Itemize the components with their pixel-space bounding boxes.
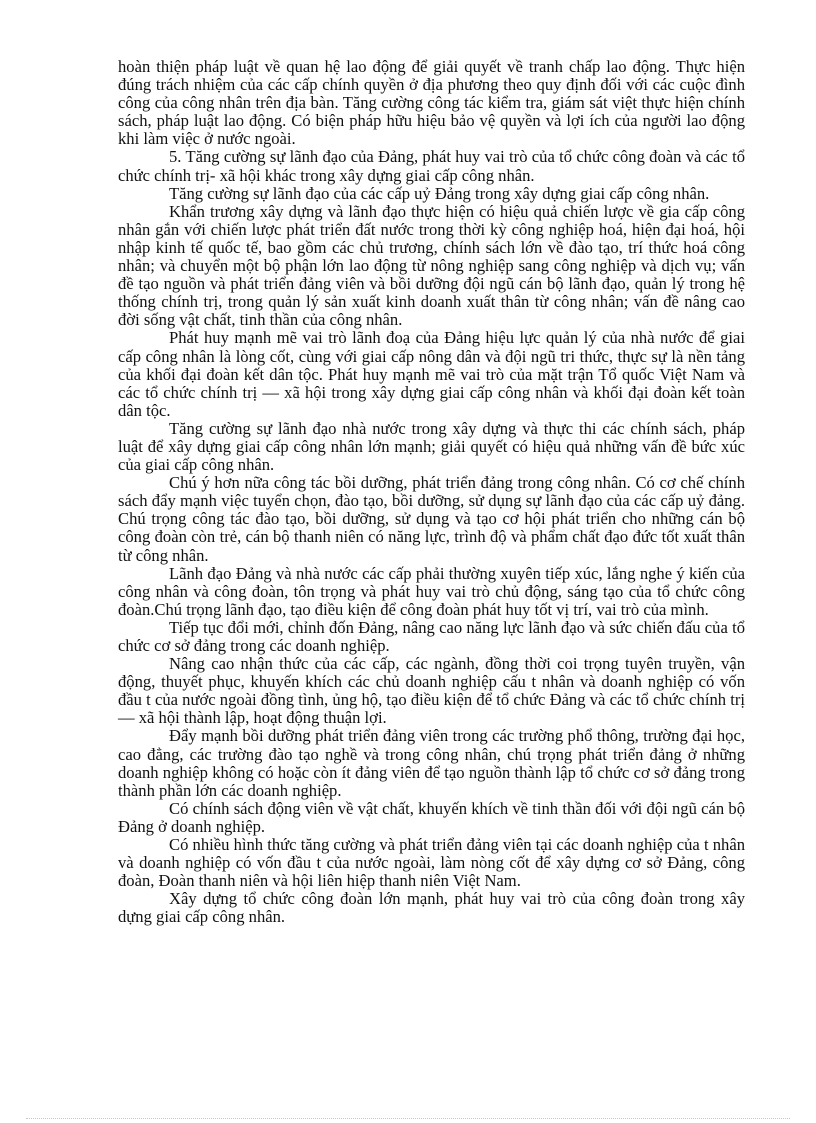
paragraph: Khẩn trương xây dựng và lãnh đạo thực hiện có hiệu quả chiến lược về gia cấp công nhân gắn với chiến lược phát triển đất nước trong thời kỳ công nghiệp hoá, hiện đại hoá, hội nhập kinh tế quốc tế, bao gồm các chủ trương, chính sách lớn về đào tạo, trí thức hoá công nhân; và chuyển một bộ phận lớn lao động từ nông nghiệp sang công nghiệp và dịch vụ; vấn đề tạo nguồn và phát triển đảng viên và bồi dưỡng đội ngũ cán bộ lãnh đạo, quản lý trong hệ thống chính trị, trong quản lý sản xuất kinh doanh xuất thân từ công nhân; vấn đề nâng cao đời sống vật chất, tinh thần của công nhân.: [118, 201, 745, 330]
paragraph-continuation: hoàn thiện pháp luật về quan hệ lao động để giải quyết về tranh chấp lao động. Thực hiện đúng trách nhiệm của các cấp chính quyền ở địa phương theo quy định đối với các cuộc đình công của công nhân trên địa bàn. Tăng cường công tác kiểm tra, giám sát việt thực hiện chính sách, pháp luật lao động. Có biện pháp hữu hiệu bảo vệ quyền và lợi ích của người lao động khi làm việc ở nước ngoài.: [118, 57, 745, 149]
paragraph: Lãnh đạo Đảng và nhà nước các cấp phải thường xuyên tiếp xúc, lắng nghe ý kiến của công nhân và công đoàn, tôn trọng và phát huy vai trò chủ động, sáng tạo của tổ chức công đoàn.Chú trọng lãnh đạo, tạo điều kiện để công đoàn phát huy tốt vị trí, vai trò của mình.: [118, 563, 745, 619]
paragraph: Tăng cường sự lãnh đạo của các cấp uỷ Đảng trong xây dựng giai cấp công nhân.: [169, 183, 710, 203]
section-heading-5: 5. Tăng cường sự lãnh đạo của Đảng, phát huy vai trò của tổ chức công đoàn và các tổ chức chính trị- xã hội khác trong xây dựng giai cấp công nhân.: [118, 147, 745, 185]
paragraph: Nâng cao nhận thức của các cấp, các ngành, đồng thời coi trọng tuyên truyền, vận động, thuyết phục, khuyến khích các chủ doanh nghiệp cấu t nhân và doanh nghiệp có vốn đầu t của nước ngoài đồng tình, ủng hộ, tạo điều kiện để tổ chức Đảng và các tổ chức chính trị — xã hội thành lập, hoạt động thuận lợi.: [118, 654, 745, 728]
document-page: [118, 58, 745, 927]
paragraph: Chú ý hơn nữa công tác bồi dưỡng, phát triển đảng trong công nhân. Có cơ chế chính sách đẩy mạnh việc tuyển chọn, đào tạo, bồi dưỡng, sử dụng sự lãnh đạo của các cấp uỷ đảng. Chú trọng công tác đào tạo, bồi dưỡng, sử dụng và tạo cơ hội phát triển cho những cán bộ công đoàn còn trẻ, cán bộ thanh niên có năng lực, trình độ và phẩm chất đạo đức tốt xuất thân từ công nhân.: [118, 473, 745, 565]
paragraph: Có chính sách động viên về vật chất, khuyến khích về tinh thần đối với đội ngũ cán bộ Đảng ở doanh nghiệp.: [118, 798, 745, 836]
paragraph: Tăng cường sự lãnh đạo nhà nước trong xây dựng và thực thi các chính sách, pháp luật để xây dựng giai cấp công nhân lớn mạnh; giải quyết có hiệu quả những vấn đề bức xúc của giai cấp công nhân.: [118, 418, 745, 475]
paragraph: Có nhiều hình thức tăng cường và phát triển đảng viên tại các doanh nghiệp của t nhân và doanh nghiệp có vốn đầu t của nước ngoài, làm nòng cốt để xây dựng cơ sở Đảng, công đoàn, Đoàn thanh niên và hội liên hiệp thanh niên Việt Nam.: [118, 835, 745, 891]
paragraph: Xây dựng tổ chức công đoàn lớn mạnh, phát huy vai trò của công đoàn trong xây dựng giai cấp công nhân.: [118, 889, 745, 927]
paragraph: Tiếp tục đổi mới, chỉnh đốn Đảng, nâng cao năng lực lãnh đạo và sức chiến đấu của tổ chức cơ sở đảng trong các doanh nghiệp.: [118, 617, 745, 655]
paragraph: Phát huy mạnh mẽ vai trò lãnh đoạ của Đảng hiệu lực quản lý của nhà nước để giai cấp công nhân là lòng cốt, cùng với giai cấp nông dân và đội ngũ tri thức, thực sự là nền tảng của khối đại đoàn kết dân tộc. Phát huy mạnh mẽ vai trò của mặt trận Tổ quốc Việt Nam và các tổ chức chính trị — xã hội trong xây dựng giai cấp công nhân và khối đại đoàn kết toàn dân tộc.: [118, 328, 745, 420]
page-bottom-divider: [26, 1118, 790, 1119]
paragraph: Đẩy mạnh bồi dưỡng phát triển đảng viên trong các trường phổ thông, trường đại học, cao đẳng, các trường đào tạo nghề và trong công nhân, chú trọng phát triển đảng ở những doanh nghiệp không có hoặc còn ít đảng viên để tạo nguồn thành lập tổ chức cơ sở đảng trong thành phần lớn các doanh nghiệp.: [118, 726, 745, 800]
